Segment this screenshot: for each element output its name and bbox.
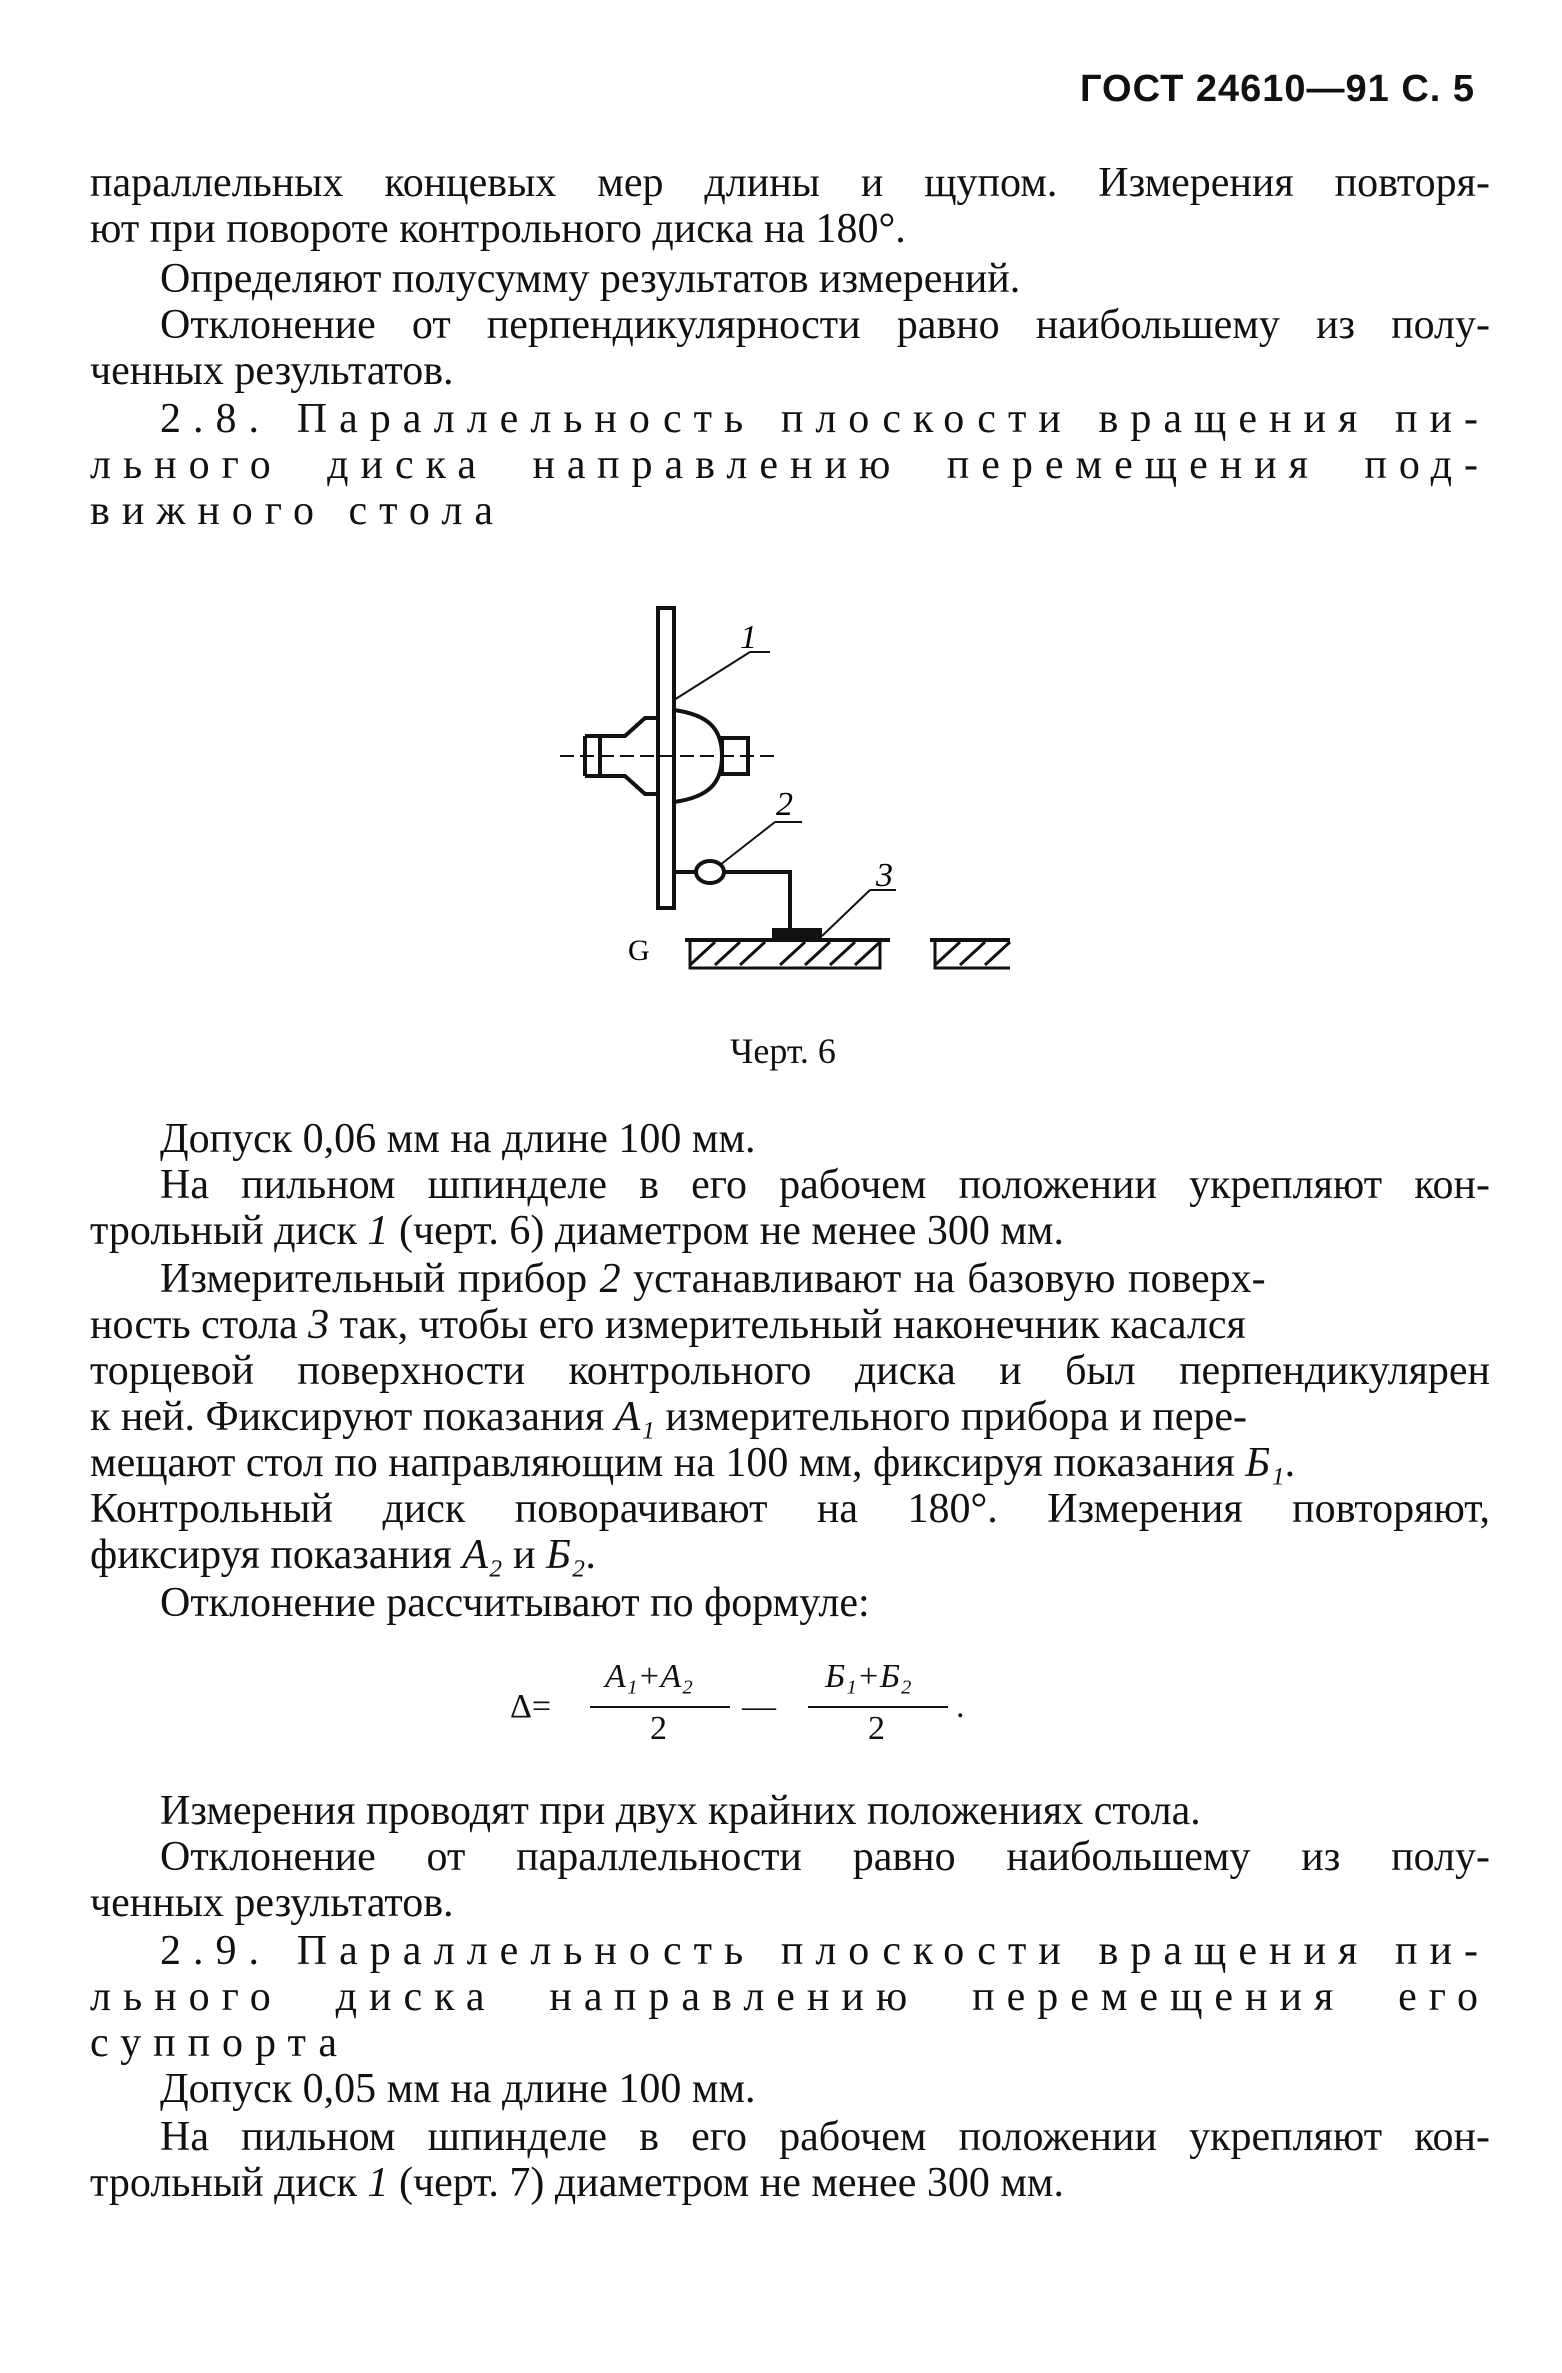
paragraph-line: Определяют полусумму результатов измерений. bbox=[160, 256, 1021, 302]
section-2-9-title: 2.9. Параллельность плоскости вращения пи- bbox=[160, 1928, 1490, 1974]
figure-label-1: 1 bbox=[740, 619, 757, 656]
paragraph-line: торцевой поверхности контрольного диска и был перпендикулярен bbox=[90, 1348, 1490, 1394]
paragraph-line: На пильном шпинделе в его рабочем положении укрепляют кон- bbox=[160, 2114, 1490, 2160]
paragraph-line: Измерения проводят при двух крайних положениях стола. bbox=[160, 1788, 1201, 1834]
formula bbox=[510, 1650, 1030, 1770]
formula-numerator-1: A₁+A₂ bbox=[605, 1658, 694, 1695]
paragraph-line: ют при повороте контрольного диска на 180°. bbox=[90, 206, 906, 252]
formula-denominator-2: 2 bbox=[868, 1710, 885, 1747]
table-hatching bbox=[690, 942, 1010, 965]
spindle-upper bbox=[585, 718, 658, 736]
section-2-8-title: вижного стола bbox=[90, 488, 505, 534]
control-disk bbox=[658, 608, 674, 908]
page-header: ГОСТ 24610—91 С. 5 bbox=[1080, 68, 1476, 110]
figure-label-3: 3 bbox=[876, 857, 893, 894]
tolerance-line: Допуск 0,06 мм на длине 100 мм. bbox=[160, 1116, 756, 1162]
paragraph-line: фиксируя показания A₂ и Б₂. bbox=[90, 1532, 596, 1578]
formula-denominator-1: 2 bbox=[650, 1710, 667, 1747]
fraction-line-2 bbox=[808, 1706, 948, 1708]
figure-caption: Черт. 6 bbox=[730, 1031, 836, 1071]
spindle-lower bbox=[585, 776, 658, 794]
section-2-8-title: льного диска направлению перемещения под- bbox=[90, 442, 1490, 488]
section-2-9-title: льного диска направлению перемещения его bbox=[90, 1974, 1490, 2020]
paragraph-line: Отклонение рассчитывают по формуле: bbox=[160, 1580, 870, 1626]
paragraph-line: Отклонение от перпендикулярности равно наибольшему из полу- bbox=[160, 302, 1490, 348]
formula-end: . bbox=[956, 1688, 965, 1725]
formula-minus: — bbox=[742, 1688, 776, 1725]
leader-1 bbox=[674, 652, 750, 700]
section-2-8-title: 2.8. Параллельность плоскости вращения пи- bbox=[160, 396, 1490, 442]
figure-label-2: 2 bbox=[776, 786, 793, 823]
figure-mark: G bbox=[628, 934, 650, 967]
paragraph-line: к ней. Фиксируют показания A₁ измерительного прибора и пере- bbox=[90, 1394, 1248, 1440]
paragraph-line: ченных результатов. bbox=[90, 348, 454, 394]
formula-numerator-2: Б₁+Б₂ bbox=[825, 1658, 912, 1695]
section-2-9-title: суппорта bbox=[90, 2020, 349, 2066]
paragraph-line: Отклонение от параллельности равно наибольшему из полу- bbox=[160, 1834, 1490, 1880]
paragraph-line: трольный диск 1 (черт. 7) диаметром не менее 300 мм. bbox=[90, 2160, 1064, 2206]
paragraph-line: параллельных концевых мер длины и щупом. Измерения повторя- bbox=[90, 160, 1490, 206]
fraction-line-1 bbox=[590, 1706, 730, 1708]
paragraph-line: На пильном шпинделе в его рабочем положении укрепляют кон- bbox=[160, 1162, 1490, 1208]
leader-3 bbox=[822, 890, 870, 936]
indicator-stand bbox=[724, 872, 790, 930]
formula-delta: Δ= bbox=[510, 1688, 552, 1725]
paragraph-line: мещают стол по направляющим на 100 мм, фиксируя показания Б₁. bbox=[90, 1440, 1296, 1486]
paragraph-line: Контрольный диск поворачивают на 180°. Измерения повторяют, bbox=[90, 1486, 1490, 1532]
paragraph-line: ность стола 3 так, чтобы его измерительный наконечник касался bbox=[90, 1302, 1246, 1348]
figure-6-diagram bbox=[540, 590, 1060, 1010]
paragraph-line: ченных результатов. bbox=[90, 1880, 454, 1926]
leader-2 bbox=[720, 822, 775, 865]
paragraph-line: трольный диск 1 (черт. 6) диаметром не менее 300 мм. bbox=[90, 1208, 1064, 1254]
tolerance-line: Допуск 0,05 мм на длине 100 мм. bbox=[160, 2066, 756, 2112]
paragraph-line: Измерительный прибор 2 устанавливают на базовую поверх- bbox=[160, 1256, 1266, 1302]
